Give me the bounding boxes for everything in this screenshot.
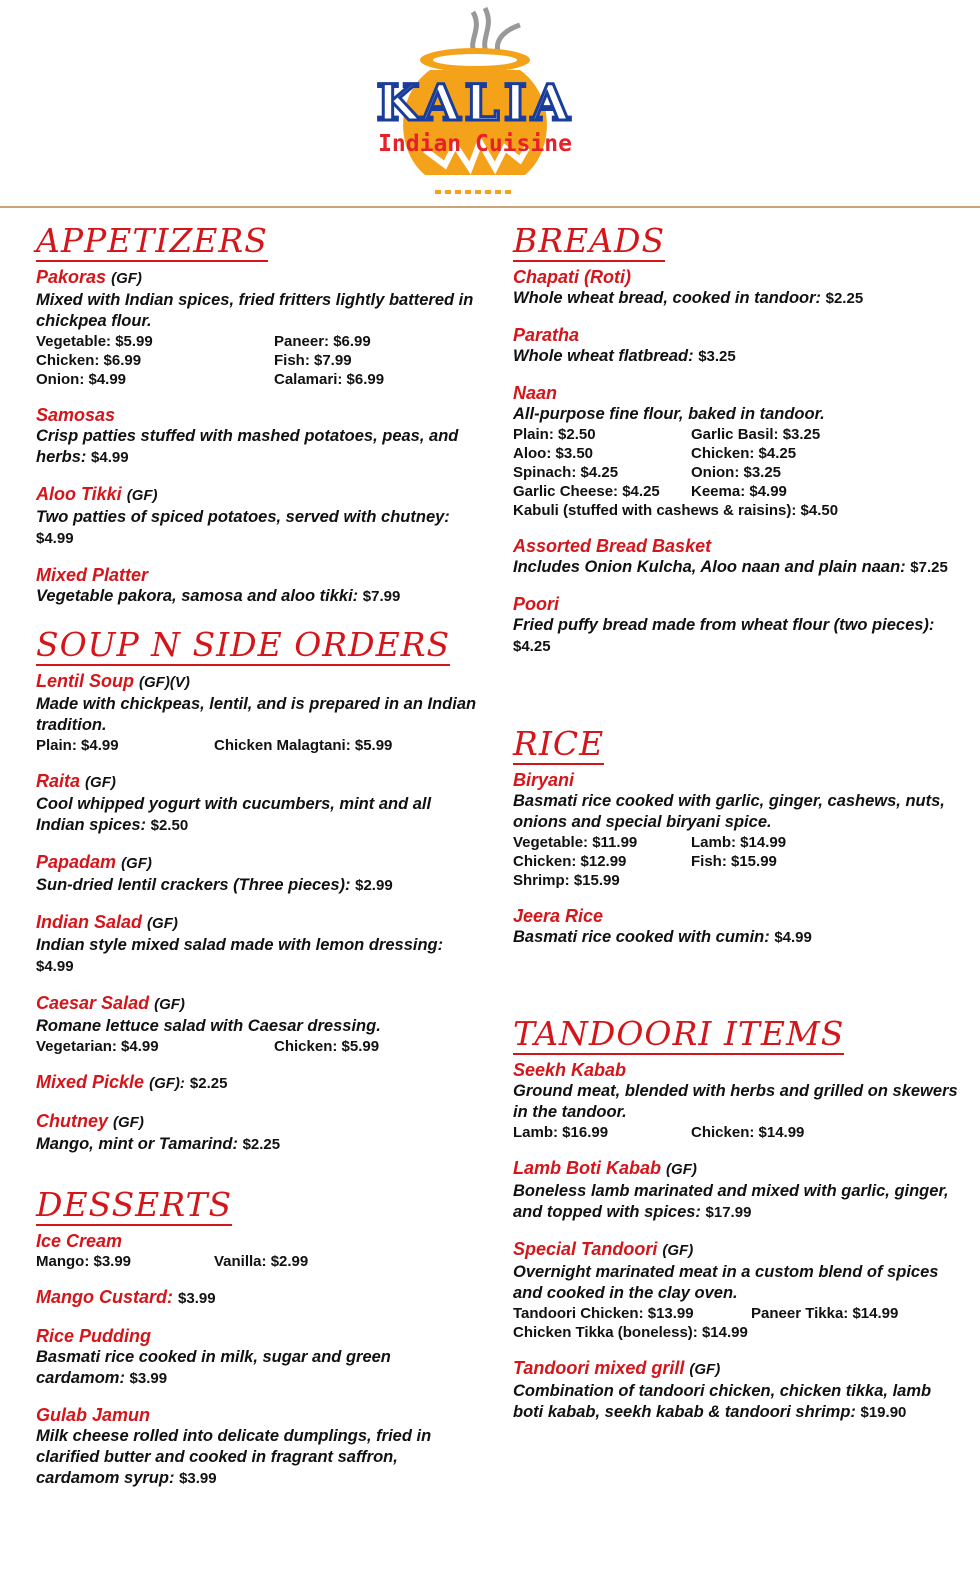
menu-item bbox=[513, 324, 958, 367]
price-option: Lamb: $14.99 bbox=[691, 834, 787, 851]
item-description bbox=[513, 1381, 958, 1423]
item-name bbox=[36, 1325, 481, 1347]
item-name bbox=[36, 404, 481, 426]
price-option: Chicken: $12.99 bbox=[513, 853, 627, 870]
description-text: Basmati rice cooked with garlic, ginger, cashews, nuts, onions and special biryani spice. bbox=[513, 792, 945, 831]
item-title: Jeera Rice bbox=[513, 906, 604, 926]
gluten-free-tag: (GF) bbox=[666, 1161, 697, 1178]
item-price: $17.99 bbox=[705, 1204, 752, 1221]
gluten-free-tag: (GF) bbox=[154, 996, 185, 1013]
menu-item bbox=[36, 851, 481, 896]
gluten-free-tag: (GF) bbox=[147, 915, 178, 932]
svg-text:KALIA: KALIA bbox=[376, 73, 574, 132]
item-name bbox=[36, 1110, 481, 1134]
description-text: Romane lettuce salad with Caesar dressing. bbox=[36, 1017, 381, 1035]
item-description bbox=[36, 794, 481, 836]
description-text: Two patties of spiced potatoes, served with chutney: bbox=[36, 508, 450, 526]
item-price: $7.25 bbox=[910, 559, 948, 576]
section-heading: BREADS bbox=[513, 221, 666, 260]
menu-item bbox=[36, 1404, 481, 1489]
description-text: Combination of tandoori chicken, chicken tikka, lamb boti kabab, seekh kabab & tandoori shrimp: bbox=[513, 1382, 932, 1421]
item-name bbox=[36, 911, 481, 935]
item-title: Pakoras bbox=[36, 267, 107, 287]
item-name bbox=[36, 851, 481, 875]
header-divider bbox=[0, 206, 980, 208]
price-option: Garlic Cheese: $4.25 bbox=[513, 483, 660, 500]
item-name bbox=[36, 266, 481, 290]
item-description bbox=[513, 791, 958, 833]
price-options bbox=[513, 833, 958, 890]
menu-section bbox=[513, 725, 958, 963]
menu-item bbox=[513, 1357, 958, 1423]
price-option: Vegetable: $11.99 bbox=[513, 834, 638, 851]
item-description bbox=[513, 557, 958, 578]
item-title: Mixed Pickle bbox=[36, 1072, 145, 1092]
menu-item bbox=[513, 769, 958, 890]
price-option: Chicken: $14.99 bbox=[691, 1124, 805, 1141]
item-name bbox=[513, 1157, 958, 1181]
gluten-free-tag: (GF)(V) bbox=[139, 674, 190, 691]
item-name bbox=[513, 1357, 958, 1381]
menu-section bbox=[36, 1186, 481, 1504]
item-title: Papadam bbox=[36, 852, 117, 872]
description-text: Basmati rice cooked with cumin: bbox=[513, 928, 770, 946]
description-text: Includes Onion Kulcha, Aloo naan and plain naan: bbox=[513, 558, 906, 576]
section-heading: APPETIZERS bbox=[36, 221, 268, 260]
item-description bbox=[36, 1347, 481, 1389]
item-title: Special Tandoori bbox=[513, 1239, 658, 1259]
item-title: Chutney bbox=[36, 1111, 108, 1131]
item-description bbox=[36, 694, 481, 736]
item-name bbox=[513, 266, 958, 288]
item-price: $2.99 bbox=[355, 877, 393, 894]
item-description bbox=[513, 346, 958, 367]
item-title: Mixed Platter bbox=[36, 565, 149, 585]
item-description bbox=[36, 935, 481, 977]
item-name bbox=[36, 770, 481, 794]
price-option: Fish: $7.99 bbox=[274, 352, 352, 369]
item-price: $7.99 bbox=[362, 588, 401, 605]
description-text: Whole wheat bread, cooked in tandoor: bbox=[513, 289, 822, 307]
item-title: Rice Pudding bbox=[36, 1326, 152, 1346]
menu-item bbox=[36, 911, 481, 977]
item-description bbox=[36, 586, 481, 607]
item-description bbox=[36, 1134, 481, 1155]
item-description bbox=[513, 927, 958, 948]
item-price: $4.99 bbox=[774, 929, 812, 946]
gluten-free-tag: (GF) bbox=[111, 270, 142, 287]
item-description bbox=[36, 1426, 481, 1489]
price-option: Chicken: $6.99 bbox=[36, 352, 142, 369]
section-heading: RICE bbox=[513, 724, 605, 763]
gluten-free-tag: (GF) bbox=[85, 774, 116, 791]
item-price: $3.25 bbox=[698, 348, 736, 365]
menu-item bbox=[36, 1110, 481, 1155]
description-text: Ground meat, blended with herbs and grilled on skewers in the tandoor. bbox=[513, 1082, 958, 1121]
price-options bbox=[36, 1037, 481, 1056]
price-option: Paneer Tikka: $14.99 bbox=[751, 1305, 899, 1322]
item-title: Aloo Tikki bbox=[36, 484, 122, 504]
price-option: Vegetarian: $4.99 bbox=[36, 1038, 159, 1055]
menu-item bbox=[513, 1238, 958, 1342]
price-option: Chicken: $5.99 bbox=[274, 1038, 380, 1055]
price-options bbox=[36, 1252, 481, 1271]
description-text: All-purpose fine flour, baked in tandoor. bbox=[513, 405, 825, 423]
item-title: Chapati (Roti) bbox=[513, 267, 631, 287]
item-description bbox=[36, 507, 481, 549]
menu-item bbox=[36, 770, 481, 836]
item-title: Caesar Salad bbox=[36, 993, 150, 1013]
menu-item bbox=[513, 1059, 958, 1142]
menu-item bbox=[513, 1157, 958, 1223]
item-price: $3.99 bbox=[178, 1290, 216, 1307]
menu-item bbox=[36, 483, 481, 549]
item-price: $2.25 bbox=[825, 290, 864, 307]
item-description bbox=[36, 426, 481, 468]
menu-section bbox=[513, 1015, 958, 1438]
price-option: Onion: $4.99 bbox=[36, 371, 127, 388]
item-title: Poori bbox=[513, 594, 560, 614]
item-name bbox=[513, 905, 958, 927]
item-description bbox=[513, 615, 958, 657]
menu-item bbox=[513, 535, 958, 578]
price-option: Kabuli (stuffed with cashews & raisins): $4.50 bbox=[513, 502, 839, 519]
item-name bbox=[36, 670, 481, 694]
menu-item bbox=[513, 266, 958, 309]
section-heading: SOUP N SIDE ORDERS bbox=[36, 625, 451, 664]
price-option: Mango: $3.99 bbox=[36, 1253, 132, 1270]
item-description bbox=[513, 1181, 958, 1223]
price-option: Plain: $4.99 bbox=[36, 737, 119, 754]
item-name bbox=[36, 1286, 481, 1310]
description-text: Overnight marinated meat in a custom blend of spices and cooked in the clay oven. bbox=[513, 1263, 939, 1302]
item-name bbox=[36, 1404, 481, 1426]
price-option: Vanilla: $2.99 bbox=[214, 1253, 309, 1270]
price-option: Fish: $15.99 bbox=[691, 853, 777, 870]
menu-item bbox=[513, 593, 958, 657]
item-title: Ice Cream bbox=[36, 1231, 123, 1251]
gluten-free-tag: (GF) bbox=[126, 487, 158, 504]
gluten-free-tag: (GF) bbox=[662, 1242, 694, 1259]
menu-item bbox=[36, 266, 481, 389]
price-option: Plain: $2.50 bbox=[513, 426, 596, 443]
description-text: Milk cheese rolled into delicate dumplings, fried in clarified butter and cooked in fragrant saffron, cardamom syrup: bbox=[36, 1427, 432, 1487]
item-name bbox=[513, 593, 958, 615]
price-options bbox=[513, 425, 958, 520]
item-description bbox=[36, 1016, 481, 1037]
item-title: Naan bbox=[513, 383, 558, 403]
gluten-free-tag: (GF) bbox=[113, 1114, 144, 1131]
item-title: Gulab Jamun bbox=[36, 1405, 151, 1425]
item-description bbox=[513, 288, 958, 309]
price-option: Chicken Tikka (boneless): $14.99 bbox=[513, 1324, 748, 1341]
price-option: Garlic Basil: $3.25 bbox=[691, 426, 821, 443]
description-text: Indian style mixed salad made with lemon dressing: bbox=[36, 936, 444, 954]
price-option: Tandoori Chicken: $13.99 bbox=[513, 1305, 694, 1322]
item-name bbox=[36, 1071, 481, 1095]
price-option: Shrimp: $15.99 bbox=[513, 872, 620, 889]
description-text: Sun-dried lentil crackers (Three pieces): bbox=[36, 876, 351, 894]
item-name bbox=[36, 564, 481, 586]
item-price: $4.99 bbox=[36, 530, 74, 547]
menu-item bbox=[36, 1286, 481, 1310]
description-text: Boneless lamb marinated and mixed with garlic, ginger, and topped with spices: bbox=[513, 1182, 949, 1221]
item-description bbox=[513, 1081, 958, 1123]
section-heading: DESSERTS bbox=[36, 1185, 233, 1224]
item-name bbox=[36, 483, 481, 507]
item-name bbox=[36, 992, 481, 1016]
item-description bbox=[513, 404, 958, 425]
item-name bbox=[513, 535, 958, 557]
menu-item bbox=[36, 564, 481, 607]
section-heading: TANDOORI ITEMS bbox=[513, 1014, 845, 1053]
item-description bbox=[513, 1262, 958, 1304]
item-name bbox=[36, 1230, 481, 1252]
menu-item bbox=[513, 382, 958, 520]
menu-item bbox=[36, 1230, 481, 1271]
price-option: Chicken Malagtani: $5.99 bbox=[214, 737, 393, 754]
gluten-free-tag: (GF): bbox=[149, 1075, 185, 1092]
price-option: Spinach: $4.25 bbox=[513, 464, 619, 481]
kalia-logo bbox=[355, 0, 595, 205]
item-title: Lentil Soup bbox=[36, 671, 134, 691]
item-title: Mango Custard: bbox=[36, 1287, 173, 1307]
price-option: Onion: $3.25 bbox=[691, 464, 782, 481]
item-title: Raita bbox=[36, 771, 81, 791]
item-title: Paratha bbox=[513, 325, 580, 345]
item-title: Biryani bbox=[513, 770, 575, 790]
description-text: Vegetable pakora, samosa and aloo tikki: bbox=[36, 587, 359, 605]
item-title: Lamb Boti Kabab bbox=[513, 1158, 662, 1178]
price-option: Paneer: $6.99 bbox=[274, 333, 371, 350]
item-name bbox=[513, 769, 958, 791]
item-title: Samosas bbox=[36, 405, 116, 425]
price-option: Vegetable: $5.99 bbox=[36, 333, 153, 350]
price-options bbox=[36, 332, 481, 389]
item-price: $19.90 bbox=[860, 1404, 907, 1421]
price-options bbox=[513, 1304, 958, 1342]
description-text: Mixed with Indian spices, fried fritters lightly battered in chickpea flour. bbox=[36, 291, 474, 330]
item-description bbox=[36, 290, 481, 332]
svg-text:Indian Cuisine: Indian Cuisine bbox=[378, 131, 572, 157]
item-description bbox=[36, 875, 481, 896]
item-price: $2.25 bbox=[189, 1075, 228, 1092]
description-text: Fried puffy bread made from wheat flour (two pieces): bbox=[513, 616, 935, 634]
description-text: Basmati rice cooked in milk, sugar and green cardamom: bbox=[36, 1348, 391, 1387]
menu-section bbox=[513, 222, 958, 672]
item-name bbox=[513, 1059, 958, 1081]
item-name bbox=[513, 382, 958, 404]
price-option: Keema: $4.99 bbox=[691, 483, 787, 500]
gluten-free-tag: (GF) bbox=[689, 1361, 721, 1378]
menu-section bbox=[36, 626, 481, 1170]
menu-item bbox=[36, 1071, 481, 1095]
price-option: Lamb: $16.99 bbox=[513, 1124, 609, 1141]
item-title: Assorted Bread Basket bbox=[513, 536, 712, 556]
description-text: Mango, mint or Tamarind: bbox=[36, 1135, 238, 1153]
item-title: Indian Salad bbox=[36, 912, 143, 932]
item-title: Seekh Kabab bbox=[513, 1060, 627, 1080]
item-title: Tandoori mixed grill bbox=[513, 1358, 685, 1378]
price-options bbox=[36, 736, 481, 755]
menu-item bbox=[36, 404, 481, 468]
item-name bbox=[513, 1238, 958, 1262]
menu-item bbox=[513, 905, 958, 948]
price-options bbox=[513, 1123, 958, 1142]
description-text: Made with chickpeas, lentil, and is prepared in an Indian tradition. bbox=[36, 695, 477, 734]
gluten-free-tag: (GF) bbox=[121, 855, 152, 872]
description-text: Cool whipped yogurt with cucumbers, mint and all Indian spices: bbox=[36, 795, 432, 834]
price-option: Chicken: $4.25 bbox=[691, 445, 797, 462]
item-name bbox=[513, 324, 958, 346]
item-price: $3.99 bbox=[129, 1370, 168, 1387]
description-text: Crisp patties stuffed with mashed potatoes, peas, and herbs: bbox=[36, 427, 459, 466]
menu-item bbox=[36, 670, 481, 755]
item-price: $2.25 bbox=[242, 1136, 281, 1153]
menu-item bbox=[36, 1325, 481, 1389]
menu-item bbox=[36, 992, 481, 1056]
item-price: $3.99 bbox=[179, 1470, 217, 1487]
price-option: Aloo: $3.50 bbox=[513, 445, 594, 462]
item-price: $4.99 bbox=[91, 449, 129, 466]
description-text: Whole wheat flatbread: bbox=[513, 347, 694, 365]
price-option: Calamari: $6.99 bbox=[274, 371, 385, 388]
item-price: $2.50 bbox=[150, 817, 189, 834]
item-price: $4.99 bbox=[36, 958, 74, 975]
item-price: $4.25 bbox=[513, 638, 551, 655]
menu-section bbox=[36, 222, 481, 622]
